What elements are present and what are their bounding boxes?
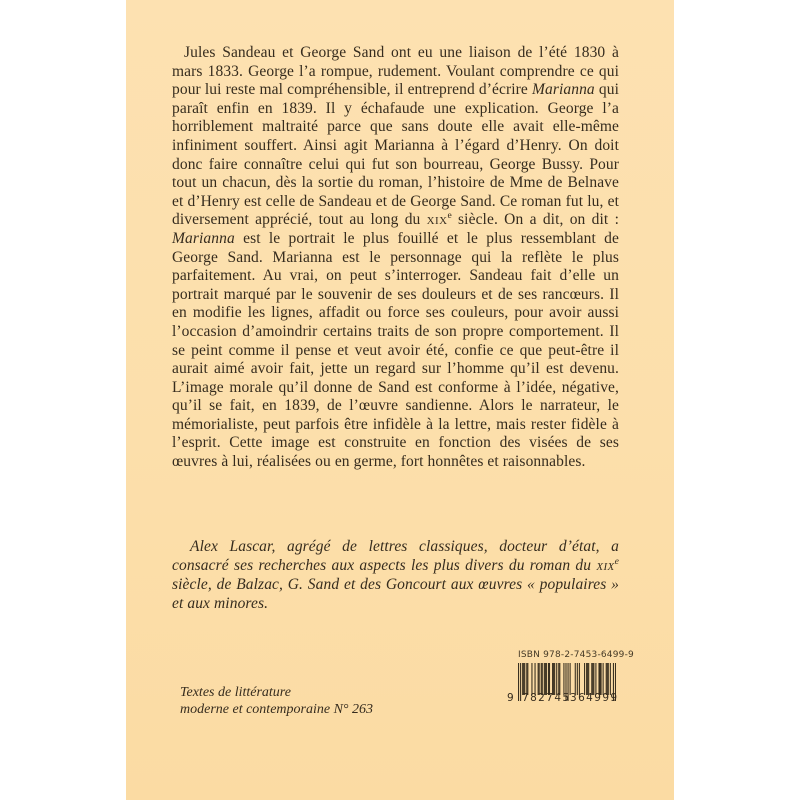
collection-line-2: moderne et contemporaine N° 263 — [180, 701, 374, 717]
barcode-digits — [506, 692, 626, 704]
collection-line-1: Textes de littérature — [180, 685, 291, 700]
collection-series-label — [180, 685, 480, 718]
isbn-label: ISBN 978-2-7453-6499-9 — [518, 650, 634, 660]
author-bio-text: Alex Lascar, agrégé de lettres classiques, docteur d’état, a consacré ses recherches aux aspects les plus divers du roman du xix$^e$ siècle, de Balzac, G. Sand et des Goncourt aux œuvres « populaires » et aux minores. — [172, 538, 619, 612]
barcode-group-2: 364999 — [570, 692, 619, 704]
barcode-lead-digit: 9 — [507, 692, 514, 704]
barcode-block — [506, 650, 634, 716]
book-back-cover — [126, 0, 674, 800]
barcode-group-1: 782745 — [522, 692, 571, 704]
synopsis-text: Jules Sandeau et George Sand ont eu une liaison de l’été 1830 à mars 1833. George l’a rompue, rudement. Voulant comprendre ce qui pour lui reste mal compréhensible, il entreprend d’écrire Marianna qui paraît enfin en 1839. Il y échafaude une explication. George l’a horriblement maltraité parce que sans doute elle avait elle-même infiniment souffert. Ainsi agit Marianna à l’égard d’Henry. On doit donc faire connaître celui qui fut son bourreau, George Bussy. Pour tout un chacun, dès la sortie du roman, l’histoire de Mme de Belnave et d’Henry est celle de Sandeau et de George Sand. Ce roman fut lu, et diversement apprécié, tout au long du xix$^e$ siècle. On a dit, on dit : Marianna est le portrait le plus fouillé et le plus ressemblant de George Sand. Marianna est le personnage qui la reflète le plus parfaitement. Au vrai, on peut s’interroger. Sandeau fait d’elle un portrait marqué par le souvenir de ses douleurs et de ses rancœurs. Il en modifie les lignes, affadit ou force ses couleurs, pour avoir aussi l’occasion d’amoindrir certains traits de son propre comportement. Il se peint comme il pense et veut avoir été, confie ce que peut-être il aurait aimé avoir fait, jette un regard sur l’homme qu’il est devenu. L’image morale qu’il donne de Sand est conforme à l’idée, négative, qu’il se fait, en 1839, de l’œuvre sandienne. Alors le narrateur, le mémorialiste, peut parfois être infidèle à la lettre, mais rester fidèle à l’esprit. Cette image est construite en fonction des visées de ses œuvres à lui, réalisées ou en germe, fort honnêtes et raisonnables. — [172, 44, 619, 471]
